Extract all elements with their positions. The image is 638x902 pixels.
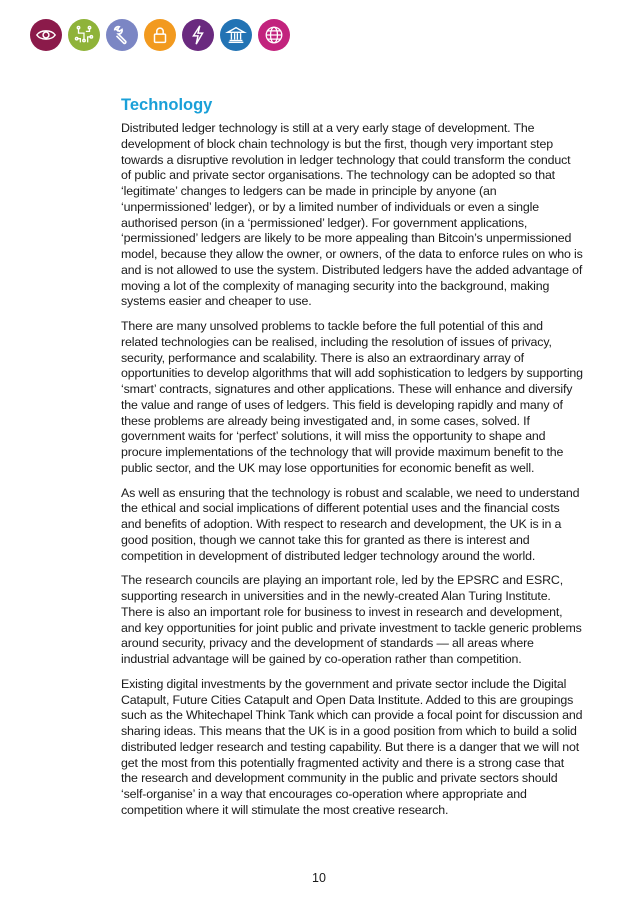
lightning-icon	[182, 19, 214, 51]
padlock-icon	[144, 19, 176, 51]
eye-icon	[30, 19, 62, 51]
paragraph: There are many unsolved problems to tackle before the full potential of this and related technologies can be realised, including the resolution of issues of privacy, security, performance and scalability. There is also an extraordinary array of opportunities to develop algorithms that will add sophistication to ledgers by supporting ‘smart’ contracts, signatures and other applications. These will enhance and diversify the value and range of uses of ledgers. This field is developing rapidly and many of these problems are already being investigated and, in some cases, solved. If government waits for ‘perfect’ solutions, it will miss the opportunity to shape and procure implementations of the technology that will provide maximum benefit to the public sector, and the UK may lose opportunities for economic benefit as well.	[121, 319, 583, 475]
circuit-icon	[68, 19, 100, 51]
paragraph: The research councils are playing an important role, led by the EPSRC and ESRC, supporting research in universities and in the newly-created Alan Turing Institute. There is also an important role for business to invest in research and development, and key opportunities for joint public and private investment to tackle generic problems around security, privacy and the development of standards — all areas where industrial advantage will be gained by co-operation rather than competition.	[121, 573, 582, 666]
globe-icon	[258, 19, 290, 51]
institution-icon	[220, 19, 252, 51]
section-technology	[121, 96, 583, 828]
paragraph: Distributed ledger technology is still at a very early stage of development. The development of block chain technology is but the first, though very important step towards a disruptive revolution in ledger technology that could transform the conduct of public and private sector organisations. The technology can be adopted so that ‘legitimate’ changes to ledgers can be made in principle by anyone (an ‘unpermissioned’ ledger), or by a limited number of individuals or even a single authorised person (in a ‘permissioned’ ledger). For government applications, ‘permissioned’ ledgers are likely to be more appealing than Bitcoin’s unpermissioned model, because they allow the owner, or owners, of the data to enforce rules on who is and is not allowed to use the system. Distributed ledgers have the added advantage of moving a lot of the complexity of managing security into the background, making systems easier and cheaper to use.	[121, 121, 583, 309]
paragraph: Existing digital investments by the government and private sector include the Digital Catapult, Future Cities Catapult and Open Data Institute. Added to this are groupings such as the Whitechapel Think Tank which can provide a focal point for discussion and sharing ideas. This means that the UK is in a good position from which to build a solid distributed ledger research and testing capability. But there is a danger that we will not get the most from this potentially fragmented activity and there is a strong case that the research and development community in the public and private sectors should ‘self-organise’ in a way that encourages co-operation where appropriate and competition where it will stimulate the most creative research.	[121, 676, 583, 817]
paragraph: As well as ensuring that the technology is robust and scalable, we need to understand the ethical and social implications of different potential uses and the financial costs and benefits of adoption. With respect to research and development, the UK is in a good position, though we cannot take this for granted as there is interest and competition in development of distributed ledger technology around the world.	[121, 485, 580, 563]
page-number: 10	[312, 871, 326, 885]
wrench-icon	[106, 19, 138, 51]
section-heading: Technology	[121, 96, 213, 114]
theme-icon-row	[30, 19, 290, 51]
